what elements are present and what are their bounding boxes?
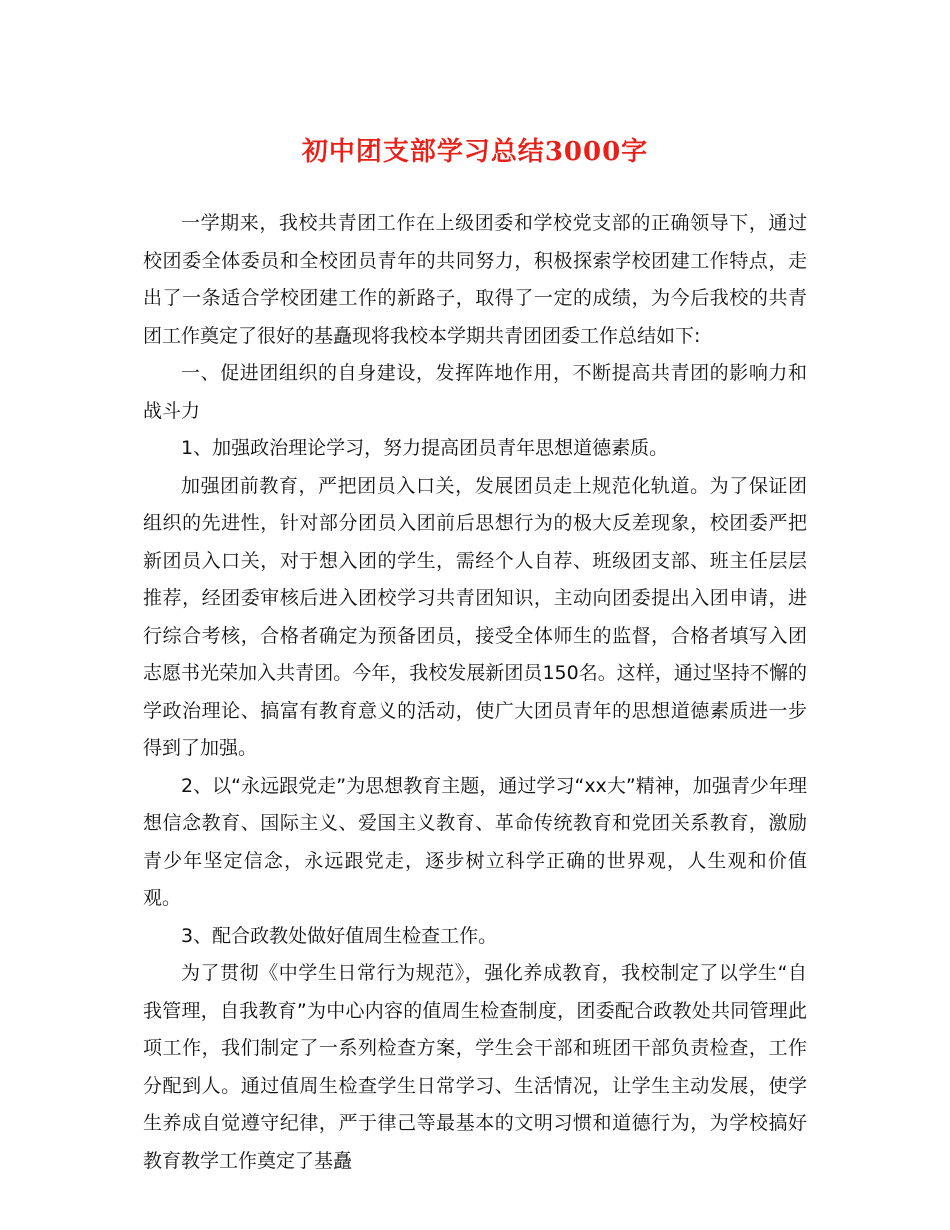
document-title: 初中团支部学习总结3000字 [301,137,649,167]
document-body [143,205,807,1180]
paragraph-intro: 一学期来，我校共青团工作在上级团委和学校党支部的正确领导下，通过校团委全体委员和全校团员青年的共同努力，积极探索学校团建工作特点，走出了一条适合学校团建工作的新路子，取得了一定的成绩，为今后我校的共青团工作奠定了很好的基矗现将我校本学期共青团团委工作总结如下: [143,212,807,347]
subheading-2-paragraph: 2、以“永远跟党走”为思想教育主题，通过学习“xx大”精神，加强青少年理想信念教育、国际主义、爱国主义教育、革命传统教育和党团关系教育，激励青少年坚定信念，永远跟党走，逐步树立科学正确的世界观，人生观和价值观。 [143,774,807,909]
subheading-1: 1、加强政治理论学习，努力提高团员青年思想道德素质。 [181,437,669,459]
paragraph-duty-inspection: 为了贯彻《中学生日常行为规范》，强化养成教育，我校制定了以学生“自我管理，自我教育”为中心内容的值周生检查制度，团委配合政教处共同管理此项工作，我们制定了一系列检查方案，学生会干部和班团干部负责检查，工作分配到人。通过值周生检查学生日常学习、生活情况，让学生主动发展，使学生养成自觉遵守纪律，严于律己等最基本的文明习惯和道德行为，为学校搞好教育教学工作奠定了基矗 [143,962,807,1172]
paragraph-membership: 加强团前教育，严把团员入口关，发展团员走上规范化轨道。为了保证团组织的先进性，针对部分团员入团前后思想行为的极大反差现象，校团委严把新团员入口关，对于想入团的学生，需经个人自荐、班级团支部、班主任层层推荐，经团委审核后进入团校学习共青团知识，主动向团委提出入团申请，进行综合考核，合格者确定为预备团员，接受全体师生的监督，合格者填写入团志愿书光荣加入共青团。今年，我校发展新团员150名。这样，通过坚持不懈的学政治理论、搞富有教育意义的活动，使广大团员青年的思想道德素质进一步得到了加强。 [143,474,807,759]
section-heading-1: 一、促进团组织的自身建设，发挥阵地作用，不断提高共青团的影响力和战斗力 [143,362,807,422]
subheading-3: 3、配合政教处做好值周生检查工作。 [181,924,498,947]
